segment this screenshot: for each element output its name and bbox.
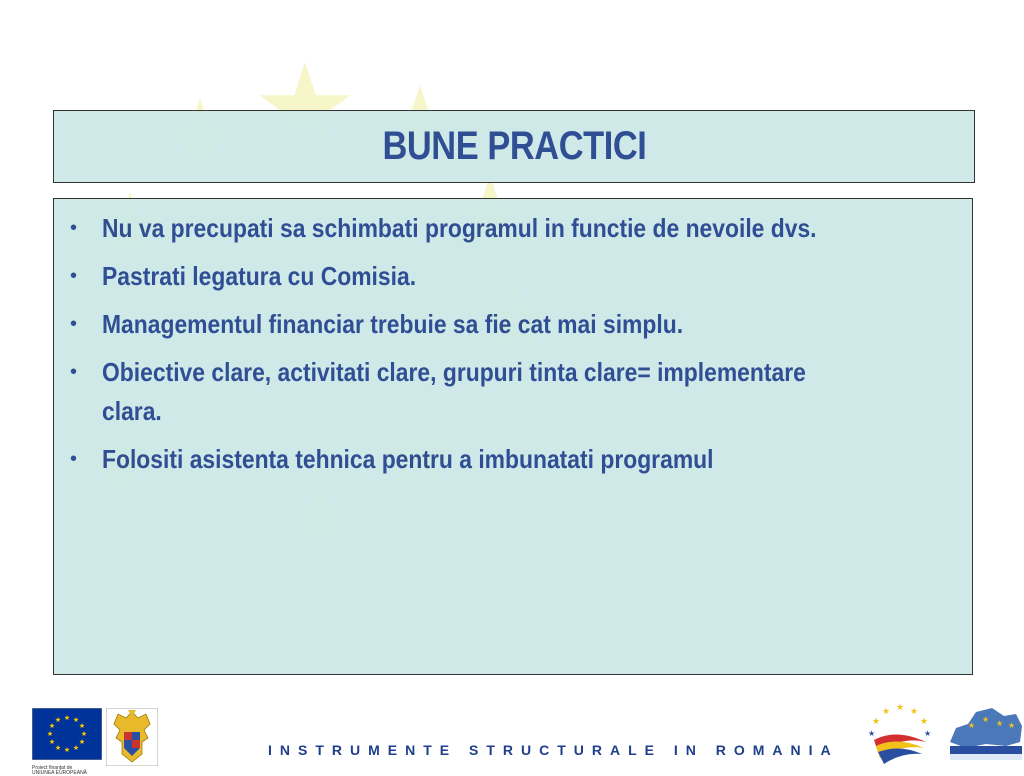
svg-text:★: ★ xyxy=(54,744,62,752)
svg-text:★: ★ xyxy=(910,707,919,717)
eu-caption-line2: UNIUNEA EUROPEANĂ xyxy=(32,770,88,776)
svg-text:★: ★ xyxy=(996,719,1004,728)
bullet-item xyxy=(70,305,932,344)
bullet-text: Managementul financiar trebuie sa fie cat mai simplu. xyxy=(102,309,684,339)
bullet-icon: • xyxy=(70,265,78,287)
romania-coat-of-arms-icon xyxy=(106,708,158,766)
bullet-text: Obiective clare, activitati clare, grupuri tinta clare= implementare clara. xyxy=(102,357,806,426)
svg-text:★: ★ xyxy=(80,730,88,738)
svg-text:★: ★ xyxy=(968,721,976,730)
romania-coat-of-arms xyxy=(106,708,158,766)
bullet-item xyxy=(70,353,932,431)
svg-text:★: ★ xyxy=(882,707,891,717)
bullet-item xyxy=(70,440,932,479)
bullet-icon: • xyxy=(70,448,78,470)
svg-text:★: ★ xyxy=(982,715,990,724)
svg-text:★: ★ xyxy=(1008,721,1016,730)
title-box xyxy=(53,110,975,183)
stars-ribbon-logo xyxy=(866,702,936,766)
eu-caption-line1: Proiect finanţat de xyxy=(32,765,73,771)
svg-text:★: ★ xyxy=(920,717,929,727)
bullet-item xyxy=(70,257,932,296)
slide-title: BUNE PRACTICI xyxy=(382,124,646,168)
svg-text:★: ★ xyxy=(48,738,56,746)
event-logo-icon xyxy=(946,698,1024,766)
footer-text: INSTRUMENTE STRUCTURALE IN ROMANIA xyxy=(268,742,839,758)
svg-text:★: ★ xyxy=(72,716,80,724)
svg-text:★: ★ xyxy=(868,729,876,738)
eu-flag-icon xyxy=(32,708,102,760)
eu-logo xyxy=(32,708,102,776)
bullet-text: Pastrati legatura cu Comisia. xyxy=(102,261,417,291)
bullet-text: Folositi asistenta tehnica pentru a imbunatati programul xyxy=(102,444,714,474)
bullet-item xyxy=(70,209,932,248)
svg-text:★: ★ xyxy=(896,703,905,713)
content-box xyxy=(53,198,973,675)
bullet-text: Nu va precupati sa schimbati programul in functie de nevoile dvs. xyxy=(102,213,817,243)
svg-text:★: ★ xyxy=(78,722,86,730)
svg-text:★: ★ xyxy=(872,717,881,727)
bullet-list xyxy=(54,199,972,479)
svg-text:★: ★ xyxy=(78,738,86,746)
bullet-icon: • xyxy=(70,313,78,335)
bullet-icon: • xyxy=(70,361,78,383)
svg-text:★: ★ xyxy=(924,729,932,738)
svg-text:★: ★ xyxy=(72,744,80,752)
stars-ribbon-logo-icon xyxy=(866,702,936,766)
bullet-icon: • xyxy=(70,217,78,239)
svg-text:★: ★ xyxy=(63,714,71,722)
svg-text:★: ★ xyxy=(48,722,56,730)
event-logo xyxy=(946,698,1024,766)
svg-text:★: ★ xyxy=(63,746,71,754)
svg-text:★: ★ xyxy=(46,730,54,738)
svg-text:★: ★ xyxy=(54,716,62,724)
